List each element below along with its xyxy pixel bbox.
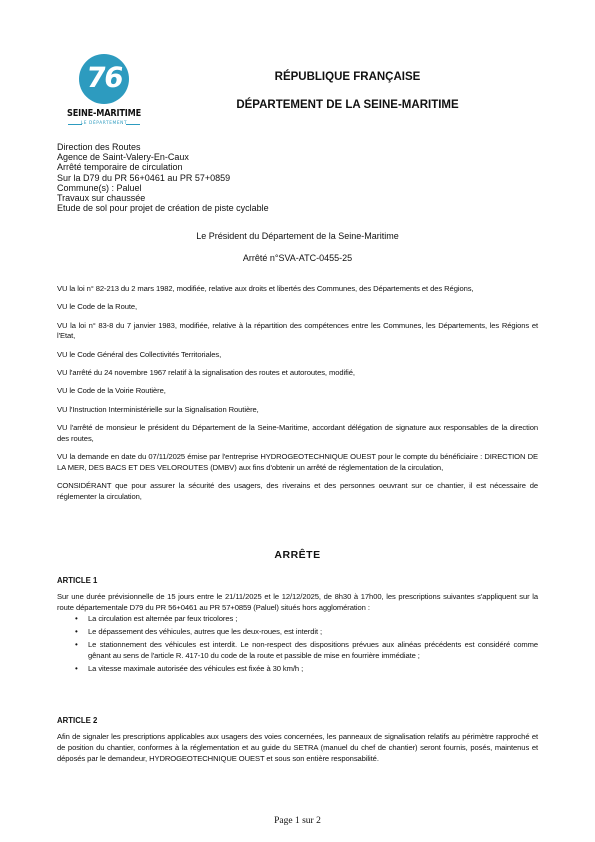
address-line: Direction des Routes (57, 142, 141, 152)
article-2-body: Afin de signaler les prescriptions applicables aux usagers des voies concernées, les panneaux de signalisation relatifs au périmètre rapproché et de position du chantier, conformes à la réglementation et au guide du SETRA (manuel du chef de chantier) seront fournis, posés, maintenus et déposés par le demandeur, HYDROGEOTECHNIQUE OUEST et sous son entière responsabilité. (57, 732, 538, 763)
address-line: Sur la D79 du PR 56+0461 au PR 57+0859 (57, 172, 231, 183)
address-line: Agence de Saint-Valery-En-Caux (57, 152, 189, 163)
address-line: Etude de sol pour projet de création de piste cyclable (57, 203, 269, 214)
vu-paragraph: VU l'arrêté du 24 novembre 1967 relatif à la signalisation des routes et autoroutes, modifié, (57, 367, 355, 377)
article-1-intro: Sur une durée prévisionnelle de 15 jours entre le 21/11/2025 et le 12/12/2025, de 8h30 à 17h00, les prescriptions suivantes s'appliquent sur la route départementale D79 du PR 56+0461 au PR 57+0859 (Paluel) situés hors agglomération : (57, 592, 538, 612)
header-title-republique: RÉPUBLIQUE FRANÇAISE (274, 71, 421, 83)
address-line: Arrêté temporaire de circulation (57, 162, 183, 173)
vu-paragraph: VU l'arrêté de monsieur le président du Département de la Seine-Maritime, accordant délégation de signature aux responsables de la direction des routes, (57, 422, 538, 443)
article-1-bullets (57, 614, 538, 675)
page-number: Page 1 sur 2 (274, 816, 321, 826)
logo-name: SEINE-MARITIME (66, 108, 142, 119)
department-logo (60, 54, 150, 134)
considerant-paragraph: CONSIDÉRANT que pour assurer la sécurité des usagers, des riverains et des personnes oeuvrant sur ce chantier, il est nécessaire de réglementer la circulation, (57, 481, 538, 501)
vu-paragraph: VU le Code de la Voirie Routière, (57, 386, 166, 396)
address-line: Commune(s) : Paluel (57, 182, 142, 193)
article-1-heading: ARTICLE 1 (57, 576, 98, 585)
arrete-number: Arrêté n°SVA-ATC-0455-25 (242, 253, 353, 263)
bullet-item: • Le dépassement des véhicules, autres que les deux-roues, est interdit ; (57, 627, 538, 638)
bullet-item: • La vitesse maximale autorisée des véhicules est fixée à 30 km/h ; (57, 664, 538, 675)
bullet-item: • Le stationnement des véhicules est interdit. Le non-respect des dispositions prévues aux alinéas précédents est considéré comme gênant au sens de l'article R. 417-10 du code de la route et passible de mise en fourrière immédiate ; (57, 640, 538, 662)
logo-number: 76 (84, 61, 124, 94)
address-block (57, 142, 269, 213)
vu-paragraph: VU l'Instruction Interministérielle sur la Signalisation Routière, (57, 404, 259, 414)
vu-paragraph: VU le Code de la Route, (57, 302, 138, 312)
president-line: Le Président du Département de la Seine-Maritime (196, 231, 399, 241)
vu-paragraph: VU la loi n° 83-8 du 7 janvier 1983, modifiée, relative à la répartition des compétences entre les Communes, les Départements, les Régions et l'Etat, (57, 320, 538, 341)
vu-paragraph: VU la demande en date du 07/11/2025 émise par l'entreprise HYDROGEOTECHNIQUE OUEST pour le compte du bénéficiaire : DIRECTION DE LA MER, DES BACS ET DES VELOROUTES (DMBV) aux fins d'obtenir un arrêté de réglementation de la circulation, (57, 451, 538, 472)
vu-paragraph: VU la loi n° 82-213 du 2 mars 1982, modifiée, relative aux droits et libertés des Communes, des Départements et des Régions, (57, 284, 474, 293)
article-2-heading: ARTICLE 2 (57, 716, 98, 725)
vu-section (57, 284, 538, 510)
header-title-departement: DÉPARTEMENT DE LA SEINE-MARITIME (236, 99, 459, 111)
vu-paragraph: VU le Code Général des Collectivités Territoriales, (57, 349, 222, 359)
bullet-item: • La circulation est alternée par feux tricolores ; (57, 614, 538, 625)
article-1-body (57, 592, 538, 677)
address-line: Travaux sur chaussée (57, 193, 146, 204)
logo-rule-right (126, 124, 140, 125)
logo-subtitle: LE DÉPARTEMENT (80, 121, 128, 126)
arrete-heading: ARRÊTE (274, 549, 321, 561)
